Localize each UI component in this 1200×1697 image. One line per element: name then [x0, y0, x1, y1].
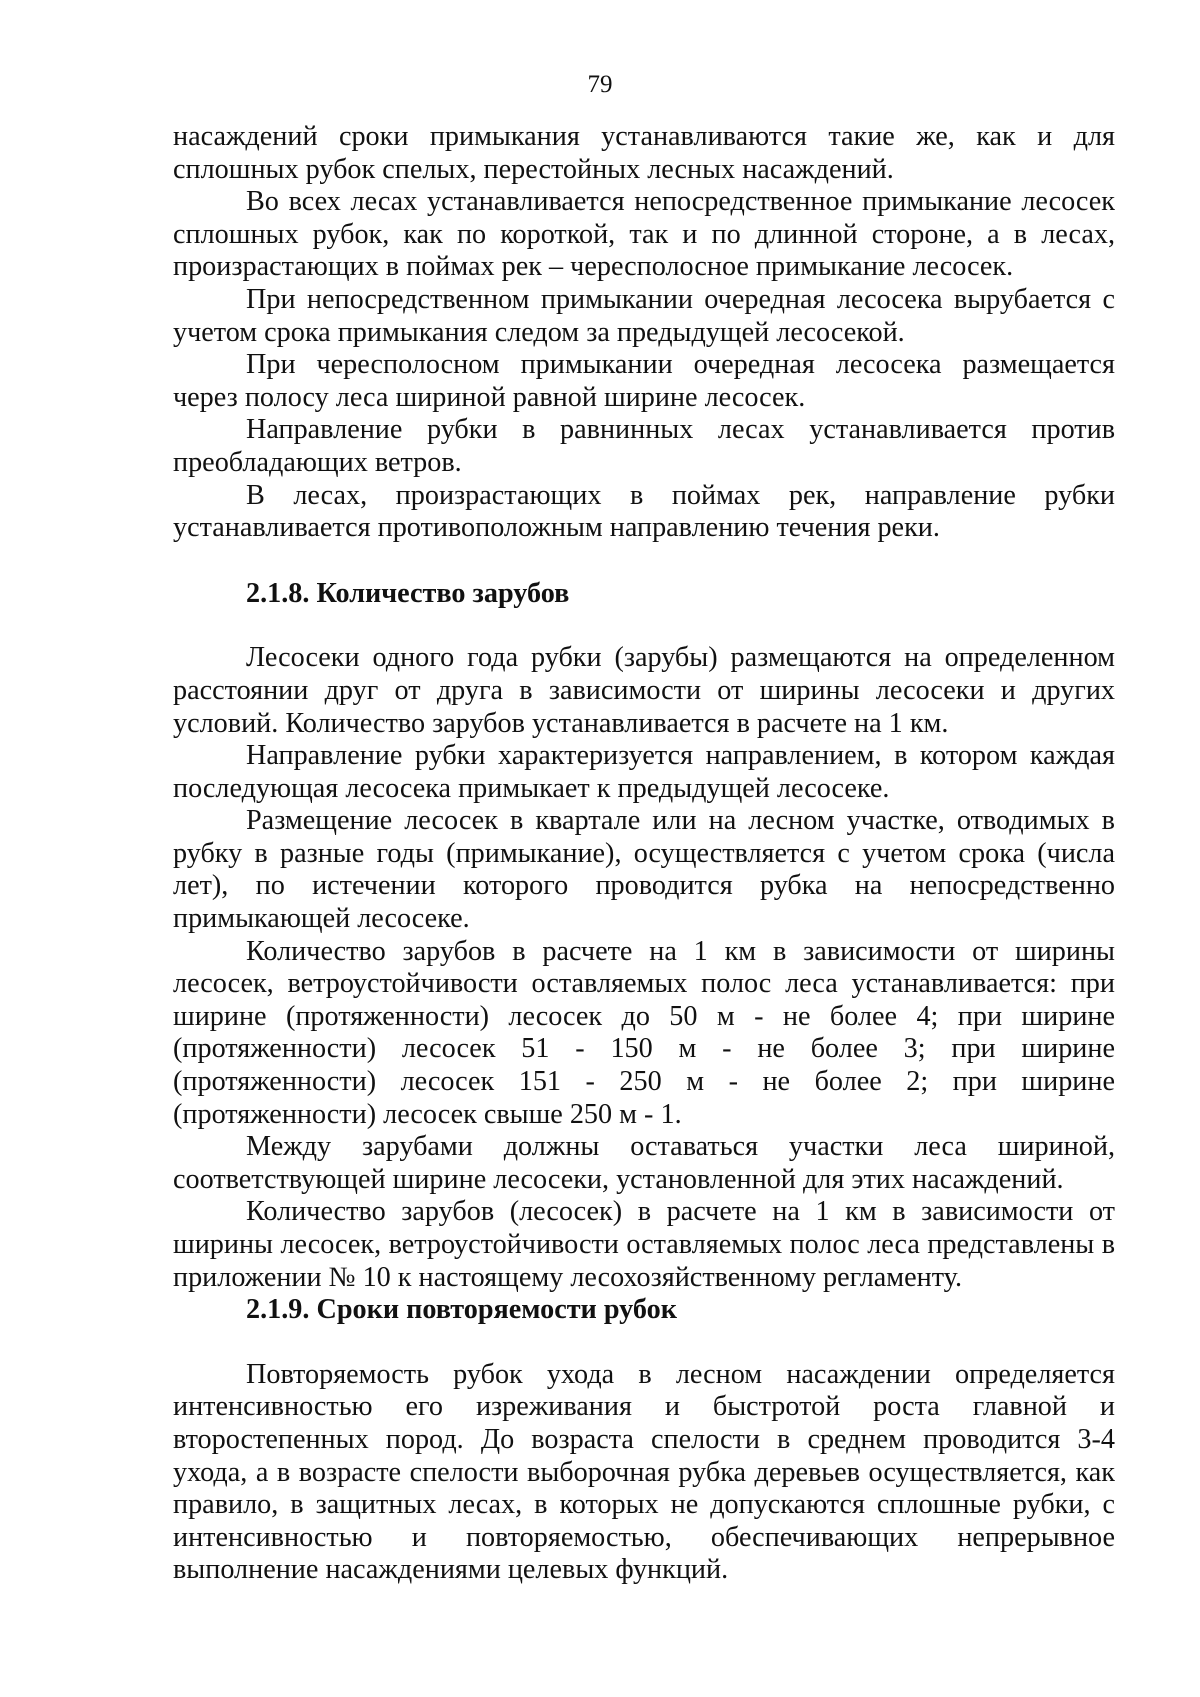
spacer — [173, 1327, 1115, 1359]
document-body — [173, 121, 1115, 1587]
section-heading-2-1-8: 2.1.8. Количество зарубов — [246, 577, 570, 609]
paragraph: Количество зарубов (лесосек) в расчете на 1 км в зависимости от ширины лесосек, ветроустойчивости оставляемых полос леса представлены в приложении № 10 к настоящему лесохозяйственному регламенту. — [173, 1196, 1115, 1293]
section-heading-2-1-9: 2.1.9. Сроки повторяемости рубок — [246, 1294, 677, 1326]
page-number: 79 — [587, 71, 613, 98]
paragraph: При непосредственном примыкании очередная лесосека вырубается с учетом срока примыкания следом за предыдущей лесосекой. — [173, 283, 1115, 348]
spacer — [173, 610, 1115, 642]
paragraph: При чересполосном примыкании очередная лесосека размещается через полосу леса шириной равной ширине лесосек. — [173, 349, 1115, 413]
paragraph: Между зарубами должны оставаться участки леса шириной, соответствующей ширине лесосеки, установленной для этих насаждений. — [173, 1131, 1115, 1195]
paragraph: Повторяемость рубок ухода в лесном насаждении определяется интенсивностью его изреживания и быстротой роста главной и второстепенных пород. До возраста спелости в среднем проводится 3-4 ухода, а в возрасте спелости выборочная рубка деревьев осуществляется, как правило, в защитных лесах, в которых не допускаются сплошные рубки, с интенсивностью и повторяемостью, обеспечивающих непрерывное выполнение насаждениями целевых функций. — [173, 1358, 1115, 1586]
paragraph: Размещение лесосек в квартале или на лесном участке, отводимых в рубку в разные годы (примыкание), осуществляется с учетом срока (числа лет), по истечении которого проводится рубка на непосредственно примыкающей лесосеке. — [173, 805, 1115, 935]
paragraph: Во всех лесах устанавливается непосредственное примыкание лесосек сплошных рубок, как по короткой, так и по длинной стороне, а в лесах, произрастающих в поймах рек – чересполосное примыкание лесосек. — [173, 186, 1115, 283]
paragraph: Количество зарубов в расчете на 1 км в зависимости от ширины лесосек, ветроустойчивости оставляемых полос леса устанавливается: при ширине (протяженности) лесосек до 50 м - не более 4; при ширине (протяженности) лесосек 51 - 150 м - не более 3; при ширине (протяженности) лесосек 151 - 250 м - не более 2; при ширине (протяженности) лесосек свыше 250 м - 1. — [173, 935, 1115, 1130]
paragraph: Направление рубки характеризуется направлением, в котором каждая последующая лесосека примыкает к предыдущей лесосеке. — [173, 740, 1115, 804]
spacer — [173, 545, 1115, 578]
paragraph-continuation: насаждений сроки примыкания устанавливаются такие же, как и для сплошных рубок спелых, перестойных лесных насаждений. — [173, 121, 1115, 185]
paragraph: Лесосеки одного года рубки (зарубы) размещаются на определенном расстоянии друг от друга в зависимости от ширины лесосеки и других условий. Количество зарубов устанавливается в расчете на 1 км. — [173, 642, 1115, 739]
paragraph: Направление рубки в равнинных лесах устанавливается против преобладающих ветров. — [173, 414, 1115, 478]
paragraph: В лесах, произрастающих в поймах рек, направление рубки устанавливается противоположным направлению течения реки. — [173, 479, 1115, 544]
